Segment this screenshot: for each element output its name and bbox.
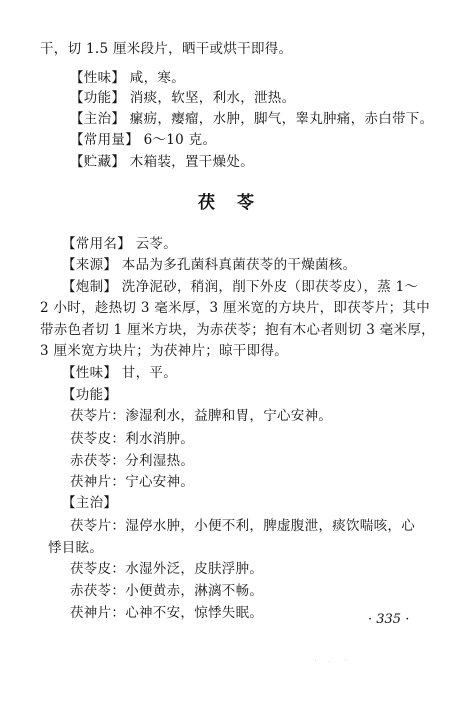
entry-line-18: 茯神片：心神不安，惊悸失眠。 — [70, 605, 264, 621]
scan-speck — [315, 660, 316, 661]
entry-line-13: 【主治】 — [62, 495, 118, 511]
entry-line-8: 【功能】 — [62, 387, 118, 403]
entry-line-12: 茯神片：宁心安神。 — [70, 474, 195, 490]
scan-speck — [329, 661, 330, 662]
entry-line-7: 【性味】 甘，平。 — [62, 365, 177, 381]
entry-title: 茯苓 — [198, 193, 276, 213]
entry-line-17: 赤茯苓：小便黄赤，淋漓不畅。 — [70, 583, 264, 599]
entry-line-10: 茯苓皮：利水消肿。 — [70, 431, 195, 447]
entry-line-16: 茯苓皮：水湿外泛，皮肤浮肿。 — [70, 561, 264, 577]
prev-entry-line-2: 【功能】 消痰，软坚，利水，泄热。 — [70, 90, 296, 106]
entry-line-11: 赤茯苓：分利湿热。 — [70, 453, 195, 469]
entry-line-9: 茯苓片：渗湿利水，益脾和胃，宁心安神。 — [70, 408, 333, 424]
prev-entry-line-0: 干，切 1.5 厘米段片，晒干或烘干即得。 — [40, 41, 293, 57]
prev-entry-line-3: 【主治】 瘰疬，瘿瘤，水肿，脚气，睾丸肿痛，赤白带下。 — [70, 111, 434, 127]
entry-line-4: 2 小时，趁热切 3 毫米厚，3 厘米宽的方块片，即茯苓片；其中 — [40, 300, 431, 316]
entry-line-14: 茯苓片：湿停水肿，小便不利，脾虚腹泄，痰饮喘咳，心 — [70, 518, 415, 534]
entry-line-15: 悸目眩。 — [48, 540, 104, 556]
entry-line-6: 3 厘米宽方块片；为茯神片；晾干即得。 — [40, 343, 289, 359]
entry-line-3: 【炮制】 洗净泥砂，稍润，削下外皮（即茯苓皮），蒸 1～ — [62, 279, 419, 295]
prev-entry-line-5: 【贮藏】 木箱装，置干燥处。 — [70, 154, 254, 170]
prev-entry-line-1: 【性味】 咸，寒。 — [70, 70, 185, 86]
page-number: · 335 · — [368, 612, 410, 627]
prev-entry-line-4: 【常用量】 6～10 克。 — [70, 132, 217, 148]
entry-line-5: 带赤色者切 1 厘米方块，为赤茯苓；抱有木心者则切 3 毫米厚， — [40, 322, 435, 338]
entry-line-2: 【来源】 本品为多孔菌科真菌茯苓的干燥菌核。 — [62, 257, 357, 273]
scan-speck — [345, 659, 346, 660]
entry-line-1: 【常用名】 云苓。 — [62, 236, 177, 252]
